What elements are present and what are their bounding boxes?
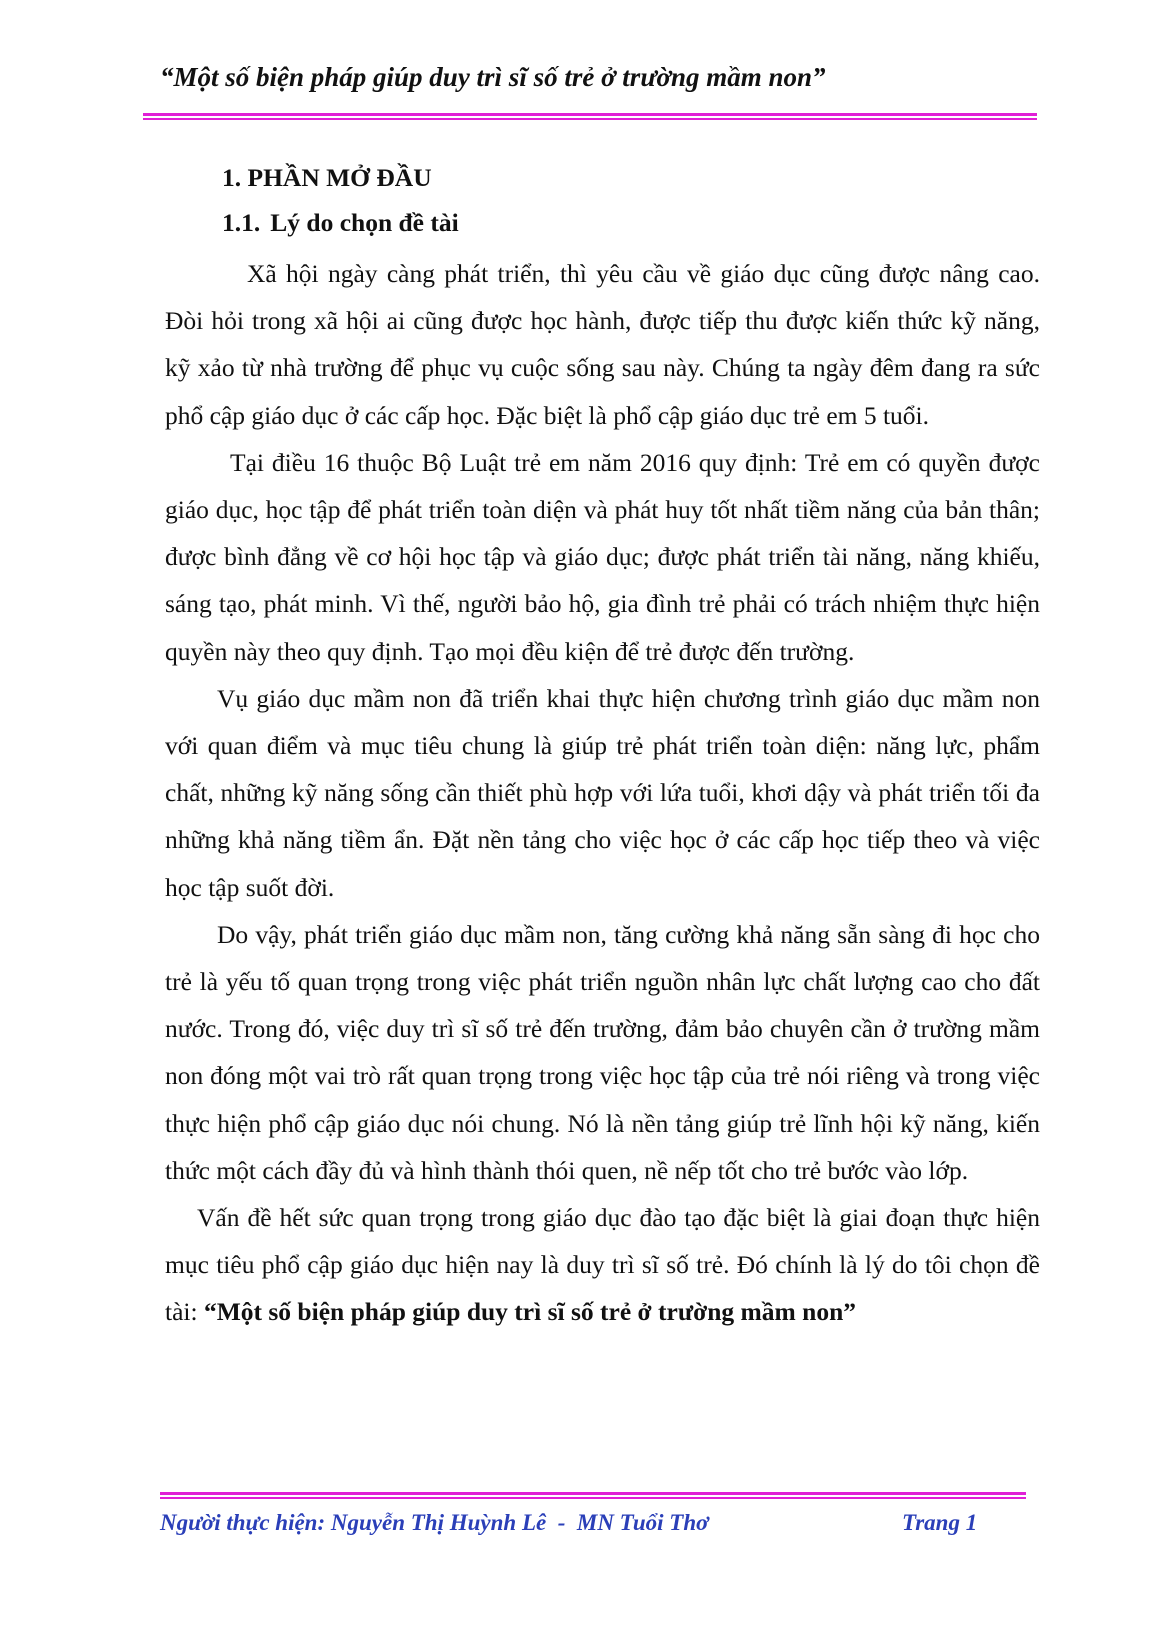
subsection-heading — [222, 200, 1040, 245]
paragraph: Tại điều 16 thuộc Bộ Luật trẻ em năm 2016 quy định: Trẻ em có quyền được giáo dục, học tập để phát triển toàn diện và phát huy tốt nhất tiềm năng của bản thân; được bình đẳng về cơ hội học tập và giáo dục; được phát triển tài năng, năng khiếu, sáng tạo, phát minh. Vì thế, người bảo hộ, gia đình trẻ phải có trách nhiệm thực hiện quyền này theo quy định. Tạo mọi đều kiện để trẻ được đến trường. — [165, 447, 1040, 666]
footer-author: Người thực hiện: Nguyễn Thị Huỳnh Lê - MN Tuổi Thơ — [160, 1510, 709, 1535]
document-header-title: “Một số biện pháp giúp duy trì sĩ số trẻ ở trường mầm non” — [160, 62, 826, 92]
paragraph-conclusion — [165, 1194, 1040, 1336]
conclusion-text: Vấn đề hết sức quan trọng trong giáo dục đào tạo đặc biệt là giai đoạn thực hiện mục tiêu phổ cập giáo dục hiện nay là duy trì sĩ số trẻ. Đó chính là lý do tôi chọn đề tài: — [165, 1203, 1040, 1327]
subsection-title: Lý do chọn đề tài — [270, 208, 459, 237]
topic-title: “Một số biện pháp giúp duy trì sĩ số trẻ ở trường mầm non” — [203, 1297, 857, 1327]
section-heading: 1. PHẦN MỞ ĐẦU — [222, 163, 432, 192]
paragraph: Vụ giáo dục mầm non đã triển khai thực hiện chương trình giáo dục mầm non với quan điểm và mục tiêu chung là giúp trẻ phát triển toàn diện: năng lực, phẩm chất, những kỹ năng sống cần thiết phù hợp với lứa tuổi, khơi dậy và phát triển tối đa những khả năng tiềm ẩn. Đặt nền tảng cho việc học ở các cấp học tiếp theo và việc học tập suốt đời. — [165, 683, 1040, 902]
subsection-number: 1.1. — [222, 208, 261, 237]
paragraph: Do vậy, phát triển giáo dục mầm non, tăng cường khả năng sẵn sàng đi học cho trẻ là yếu tố quan trọng trong việc phát triển nguồn nhân lực chất lượng cao cho đất nước. Trong đó, việc duy trì sĩ số trẻ đến trường, đảm bảo chuyên cần ở trường mầm non đóng một vai trò rất quan trọng trong việc học tập của trẻ nói riêng và trong việc thực hiện phổ cập giáo dục nói chung. Nó là nền tảng giúp trẻ lĩnh hội kỹ năng, kiến thức một cách đầy đủ và hình thành thói quen, nề nếp tốt cho trẻ bước vào lớp. — [165, 919, 1040, 1185]
document-body — [165, 155, 1040, 1336]
footer-divider — [160, 1492, 1026, 1499]
page-number: Trang 1 — [902, 1510, 978, 1535]
paragraph: Xã hội ngày càng phát triển, thì yêu cầu về giáo dục cũng được nâng cao. Đòi hỏi trong xã hội ai cũng được học hành, được tiếp thu được kiến thức kỹ năng, kỹ xảo từ nhà trường để phục vụ cuộc sống sau này. Chúng ta ngày đêm đang ra sức phổ cập giáo dục ở các cấp học. Đặc biệt là phổ cập giáo dục trẻ em 5 tuổi. — [165, 259, 1040, 430]
header-divider — [143, 113, 1037, 120]
